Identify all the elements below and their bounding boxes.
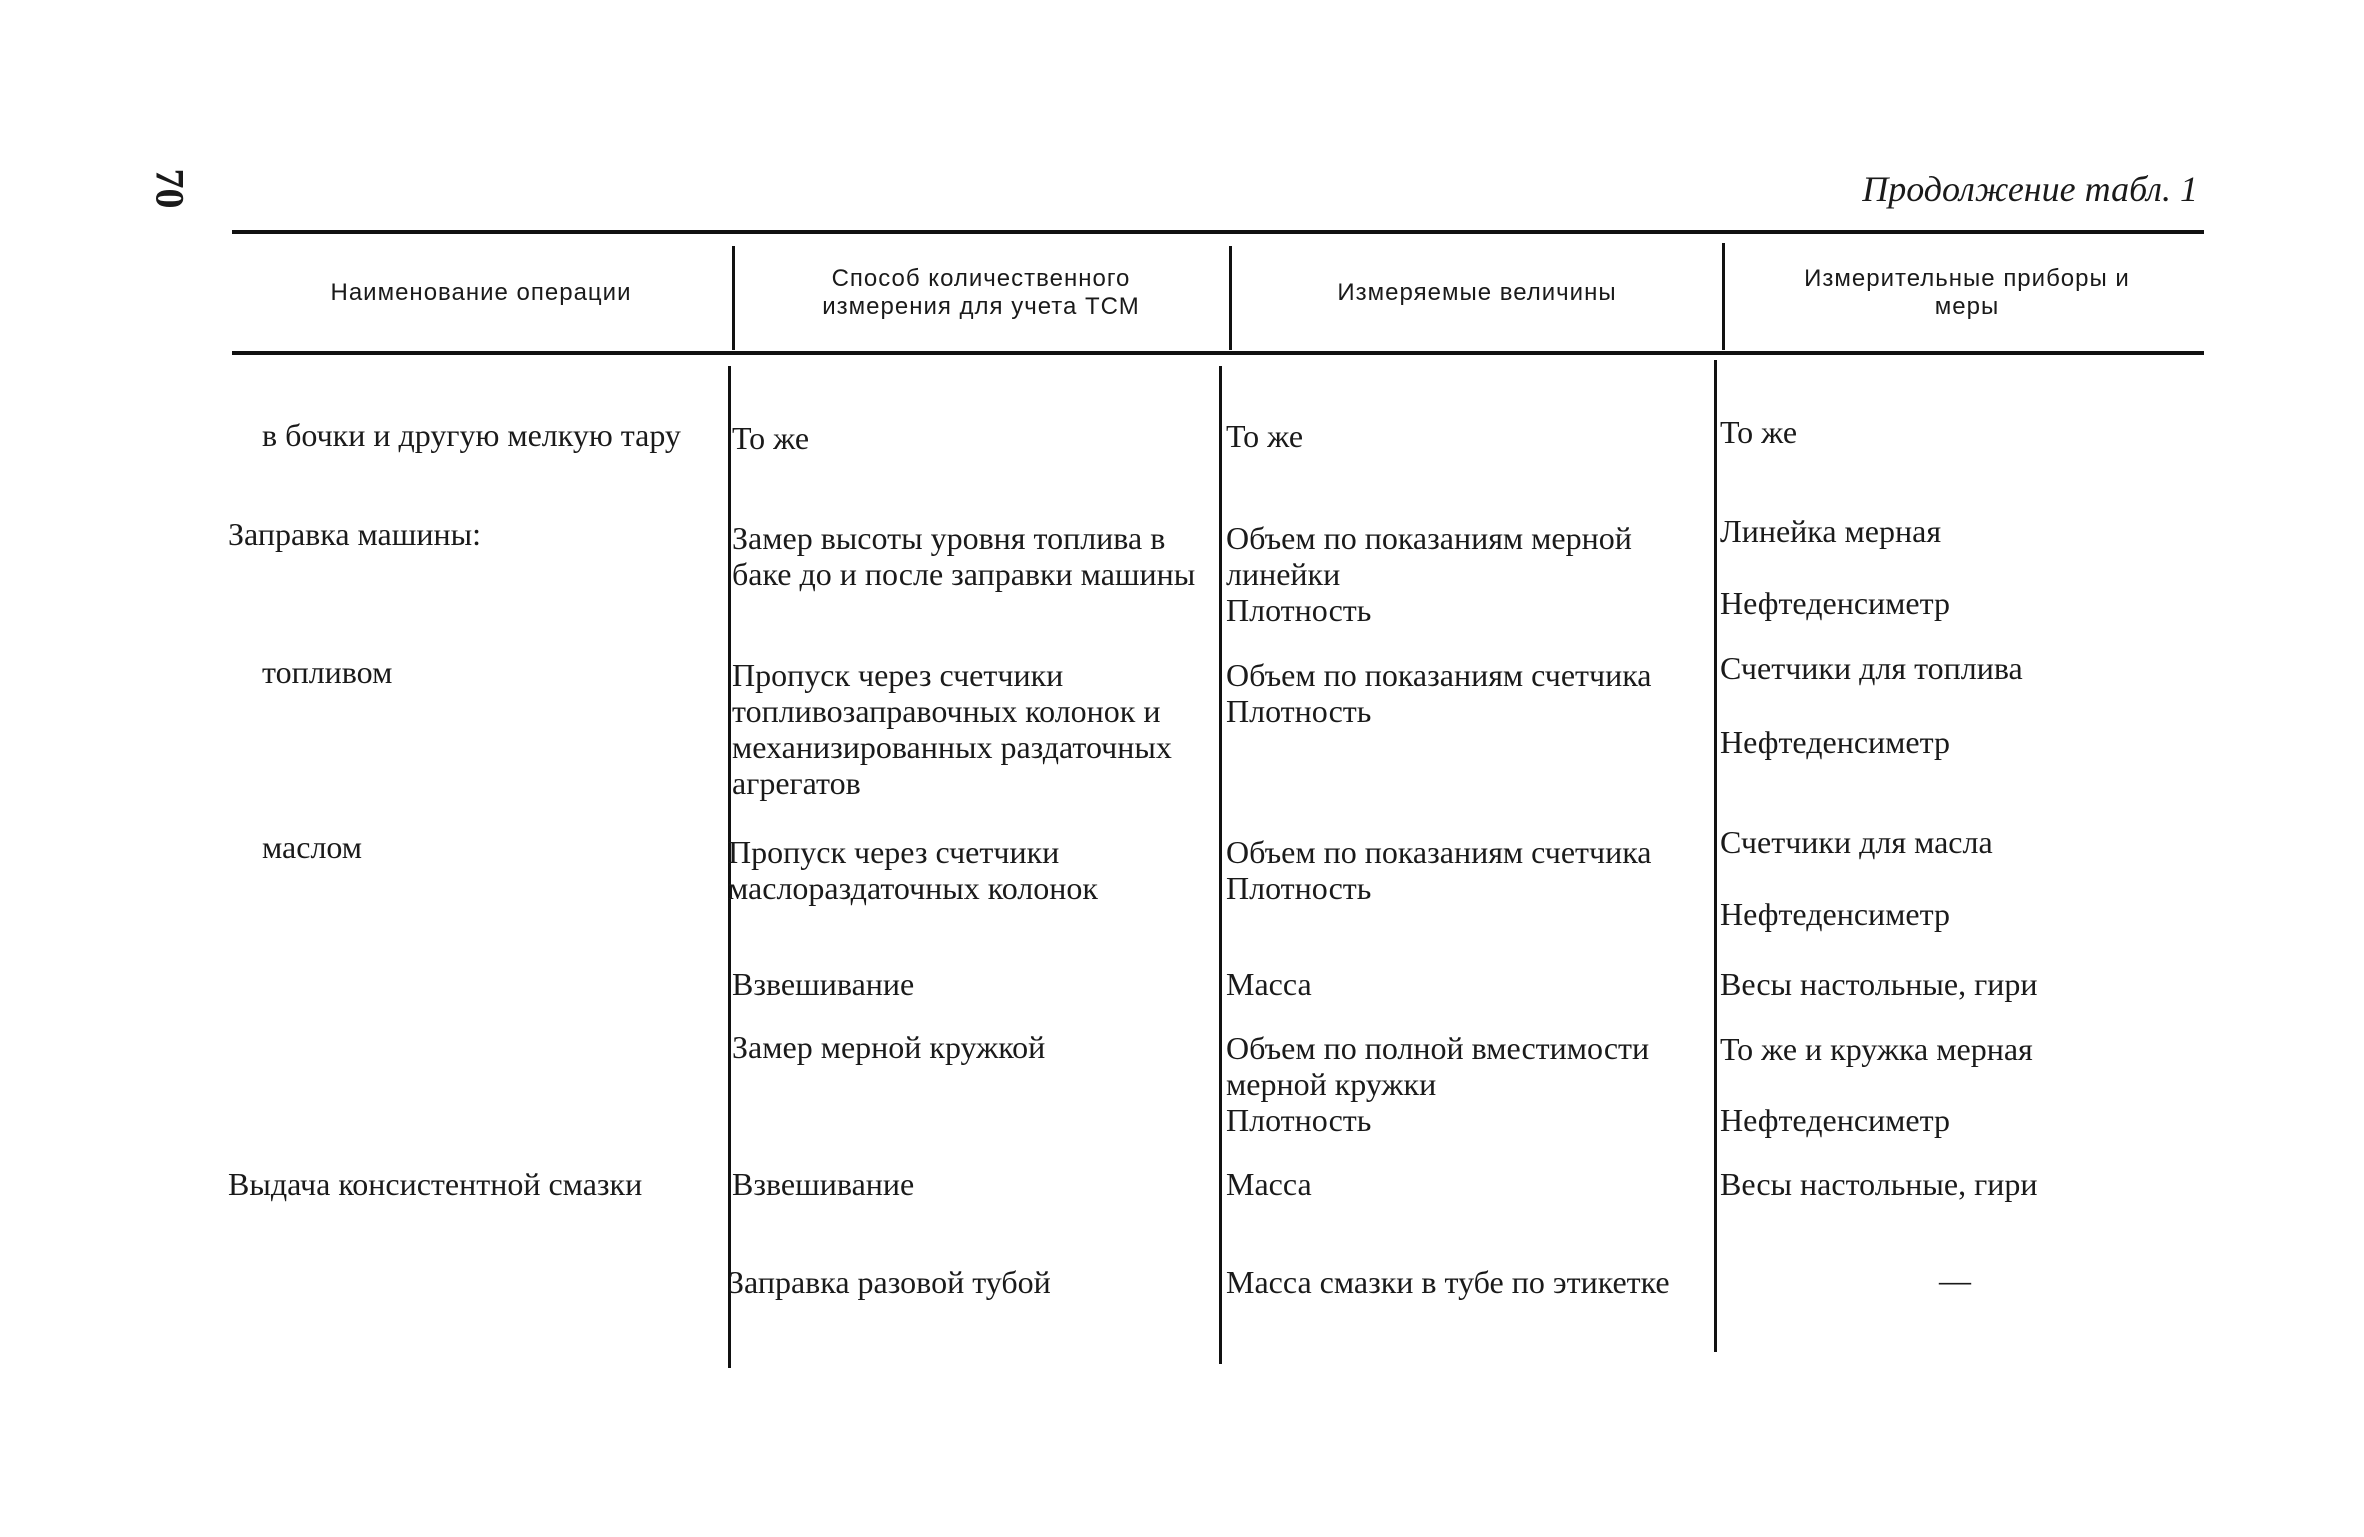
table-cell: Выдача консистентной смазки (228, 1166, 643, 1202)
table-cell: Масса (1226, 1166, 1312, 1202)
table-cell: Нефтеденсиметр (1720, 585, 1950, 621)
table-cell: Весы настольные, гири (1720, 966, 2038, 1002)
table-cell: Пропуск через счетчики топливозаправочных колонок и механизированных раздаточных агрегатов (732, 657, 1172, 801)
table-cell: Заправка разовой тубой (728, 1264, 1051, 1300)
table-cell: Замер высоты уровня топлива в баке до и после заправки машины (732, 520, 1196, 592)
table-cell: Объем по показаниям счетчика Плотность (1226, 657, 1652, 729)
table-cell: То же и кружка мерная (1720, 1031, 2033, 1067)
table-cell: — (1939, 1262, 1971, 1298)
table-cell: Счетчики для масла (1720, 824, 1993, 860)
header-method: Способ количественного измерения для учета ТСМ (822, 264, 1140, 320)
table-cell: Масса (1226, 966, 1312, 1002)
table-cell: Заправка машины: (228, 516, 482, 552)
body-column-divider (1219, 366, 1222, 1364)
table-header-rule (232, 351, 2204, 355)
table-cell: Замер мерной кружкой (732, 1029, 1046, 1065)
table-cell: Нефтеденсиметр (1720, 724, 1950, 760)
body-column-divider (1714, 360, 1717, 1352)
table-cell: Весы настольные, гири (1720, 1166, 2038, 1202)
page-number: 70 (147, 168, 193, 209)
table-cell: Объем по показаниям мерной линейки Плотность (1226, 520, 1632, 628)
table-cell: То же (732, 420, 810, 456)
header-column-divider (732, 246, 735, 350)
table-cell: То же (1720, 414, 1798, 450)
table-continuation-label: Продолжение табл. 1 (1862, 169, 2198, 209)
header-quantity: Измеряемые величины (1337, 278, 1617, 306)
table-cell: То же (1226, 418, 1304, 454)
header-operation: Наименование операции (330, 278, 632, 306)
table-cell: Масса смазки в тубе по этикетке (1226, 1264, 1670, 1300)
header-column-divider (1722, 243, 1725, 350)
table-cell: Счетчики для топлива (1720, 650, 2023, 686)
table-cell: Нефтеденсиметр (1720, 1102, 1950, 1138)
header-instrument: Измерительные приборы и меры (1804, 264, 2130, 320)
table-cell: Взвешивание (732, 966, 915, 1002)
table-cell: в бочки и другую мелкую тару (262, 417, 681, 453)
table-cell: Пропуск через счетчики маслораздаточных колонок (728, 834, 1098, 906)
table-cell: Объем по полной вместимости мерной кружки Плотность (1226, 1030, 1650, 1138)
table-cell: топливом (262, 654, 393, 690)
table-cell: Нефтеденсиметр (1720, 896, 1950, 932)
table-cell: Взвешивание (732, 1166, 915, 1202)
table-cell: Линейка мерная (1720, 513, 1942, 549)
header-column-divider (1229, 246, 1232, 350)
table-cell: Объем по показаниям счетчика Плотность (1226, 834, 1652, 906)
table-cell: маслом (262, 829, 363, 865)
